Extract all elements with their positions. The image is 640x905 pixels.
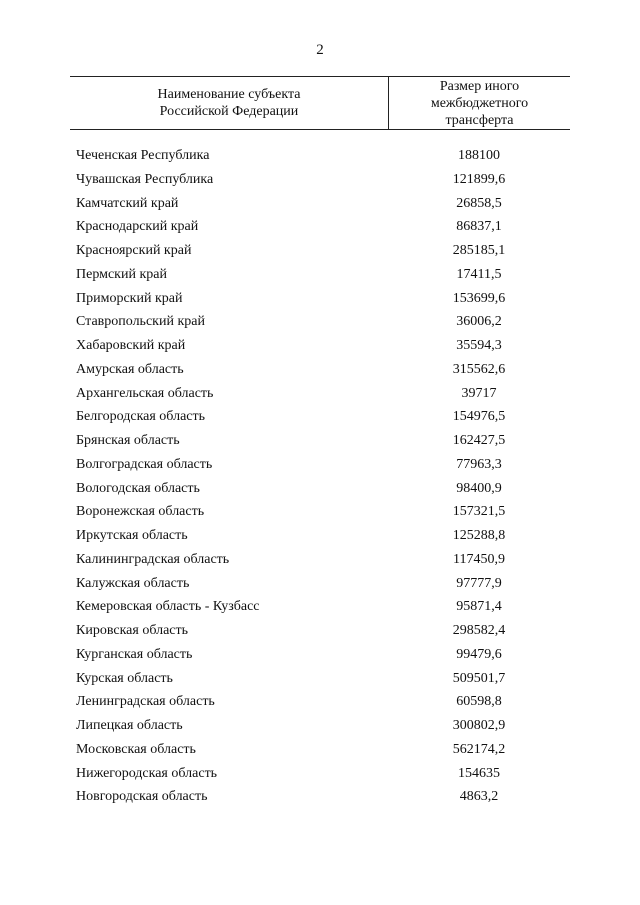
table-row <box>0 574 640 598</box>
table-row <box>0 645 640 669</box>
transfer-amount-cell: 4863,2 <box>459 789 499 805</box>
subject-name-cell: Краснодарский край <box>76 219 199 235</box>
table-row <box>0 265 640 289</box>
table-row <box>0 669 640 693</box>
transfer-amount-cell: 77963,3 <box>456 456 502 472</box>
table-row <box>0 289 640 313</box>
subject-name-cell: Красноярский край <box>76 243 192 258</box>
subject-name-cell: Курганская область <box>76 646 193 662</box>
transfer-amount-cell: 562174,2 <box>452 741 506 757</box>
transfer-amount-cell: 86837,1 <box>456 219 502 235</box>
transfer-amount-cell: 99479,6 <box>456 646 502 662</box>
subject-name-cell: Липецкая область <box>76 718 183 733</box>
table-row <box>0 502 640 526</box>
transfer-amount-cell: 97777,9 <box>456 575 502 591</box>
table-row <box>0 146 640 170</box>
table-row <box>0 526 640 550</box>
subject-name-cell: Иркутская область <box>76 528 188 543</box>
page-number: 2 <box>316 42 324 58</box>
table-row <box>0 241 640 265</box>
transfer-amount-cell: 153699,6 <box>452 290 506 306</box>
table-row <box>0 479 640 503</box>
transfer-amount-cell: 162427,5 <box>452 433 506 448</box>
subject-name-cell: Волгоградская область <box>76 456 213 472</box>
table-row <box>0 336 640 360</box>
subject-name-cell: Камчатский край <box>76 195 179 211</box>
transfer-amount-cell: 39717 <box>461 385 497 401</box>
transfer-amount-cell: 154635 <box>458 765 500 781</box>
table-row <box>0 621 640 645</box>
table-row <box>0 597 640 621</box>
subject-name-cell: Воронежская область <box>76 504 205 520</box>
subject-name-cell: Калининградская область <box>76 551 230 567</box>
transfer-amount-cell: 300802,9 <box>452 718 506 733</box>
transfer-amount-cell: 509501,7 <box>452 670 506 686</box>
transfer-amount-cell: 315562,6 <box>452 361 506 377</box>
table-row <box>0 764 640 788</box>
transfer-amount-cell: 36006,2 <box>456 314 502 330</box>
table-row <box>0 550 640 574</box>
subject-name-cell: Чувашская Республика <box>76 171 214 187</box>
table-row <box>0 170 640 194</box>
subject-name-cell: Новгородская область <box>76 789 208 805</box>
table-header <box>70 76 570 130</box>
transfer-amount-cell: 60598,8 <box>456 694 502 710</box>
subject-name-cell: Кемеровская область - Кузбасс <box>76 599 260 615</box>
table-row <box>0 384 640 408</box>
table-row <box>0 194 640 218</box>
table-row <box>0 217 640 241</box>
subject-name-cell: Хабаровский край <box>76 338 186 353</box>
subject-name-cell: Московская область <box>76 741 196 757</box>
subject-name-cell: Калужская область <box>76 575 190 591</box>
table-body <box>0 146 640 811</box>
table-row <box>0 692 640 716</box>
subject-name-cell: Приморский край <box>76 290 183 306</box>
subject-name-cell: Чеченская Республика <box>76 148 210 163</box>
transfer-amount-cell: 157321,5 <box>452 504 506 520</box>
transfer-amount-cell: 285185,1 <box>452 243 506 258</box>
subject-name-cell: Амурская область <box>76 361 184 377</box>
transfer-amount-cell: 117450,9 <box>453 551 505 567</box>
subject-name-cell: Белгородская область <box>76 409 206 425</box>
table-row <box>0 360 640 384</box>
transfer-amount-cell: 125288,8 <box>452 528 506 543</box>
transfer-amount-cell: 26858,5 <box>456 195 502 211</box>
table-row <box>0 787 640 811</box>
transfer-amount-cell: 17411,5 <box>456 266 502 282</box>
header-subject-name: Наименование субъекта Российской Федерации <box>157 87 301 119</box>
subject-name-cell: Курская область <box>76 670 173 686</box>
table-row <box>0 407 640 431</box>
transfer-amount-cell: 98400,9 <box>456 480 502 496</box>
table-row <box>0 312 640 336</box>
transfer-amount-cell: 35594,3 <box>456 338 502 353</box>
table-row <box>0 455 640 479</box>
transfer-amount-cell: 154976,5 <box>452 409 506 425</box>
transfer-amount-cell: 188100 <box>458 148 500 163</box>
table-row <box>0 740 640 764</box>
subject-name-cell: Вологодская область <box>76 480 200 496</box>
subject-name-cell: Брянская область <box>76 433 180 448</box>
table-row <box>0 716 640 740</box>
transfer-amount-cell: 95871,4 <box>456 599 502 615</box>
transfer-amount-cell: 298582,4 <box>452 623 506 638</box>
subject-name-cell: Кировская область <box>76 623 189 638</box>
transfer-amount-cell: 121899,6 <box>452 171 506 187</box>
subject-name-cell: Архангельская область <box>76 385 214 401</box>
table-row <box>0 431 640 455</box>
subject-name-cell: Ставропольский край <box>76 314 205 330</box>
header-transfer-amount: Размер иного межбюджетного трансферта <box>430 78 529 128</box>
subject-name-cell: Пермский край <box>76 266 167 282</box>
subject-name-cell: Ленинградская область <box>76 694 215 710</box>
subject-name-cell: Нижегородская область <box>76 765 218 781</box>
